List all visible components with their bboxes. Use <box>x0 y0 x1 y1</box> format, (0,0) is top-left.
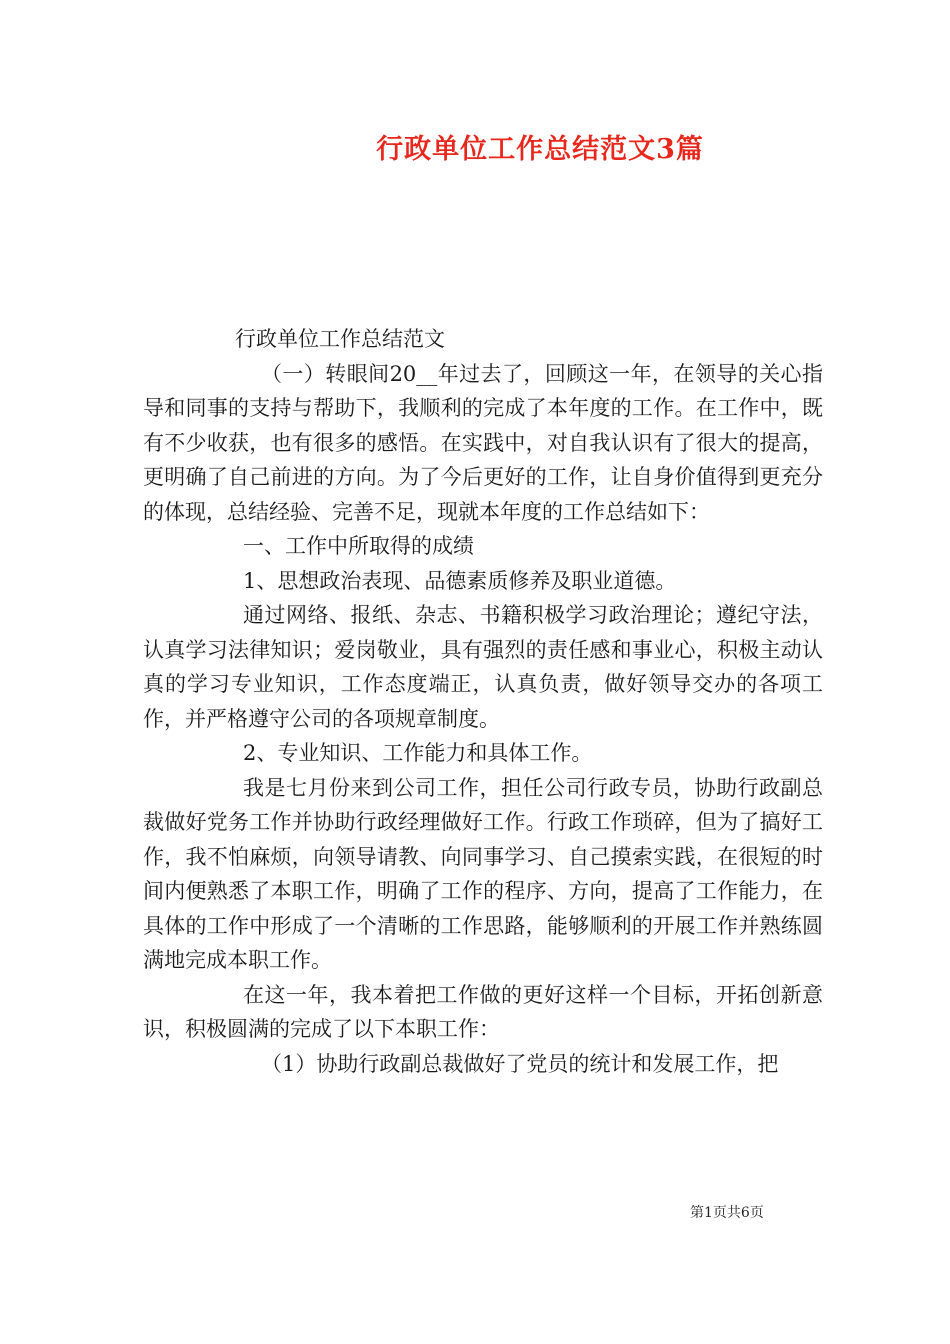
paragraph: 通过网络、报纸、杂志、书籍积极学习政治理论；遵纪守法，认真学习法律知识；爱岗敬业，具有强烈的责任感和事业心，积极主动认真的学习专业知识，工作态度端正，认真负责，做好领导交办的各项工作，并严格遵守公司的各项规章制度。 <box>143 603 823 731</box>
section-heading: 一、工作中所取得的成绩 <box>243 534 474 558</box>
paragraph: 在这一年，我本着把工作做的更好这样一个目标，开拓创新意识，积极圆满的完成了以下本职工作： <box>143 982 823 1041</box>
paragraph: 我是七月份来到公司工作，担任公司行政专员，协助行政副总裁做好党务工作并协助行政经理做好工作。行政工作琐碎，但为了搞好工作，我不怕麻烦，向领导请教、向同事学习、自己摸索实践，在很短的时间内便熟悉了本职工作，明确了工作的程序、方向，提高了工作能力，在具体的工作中形成了一个清晰的工作思路，能够顺利的开展工作并熟练圆满地完成本职工作。 <box>143 775 823 972</box>
page-number: 第1页共6页 <box>690 1205 764 1221</box>
document-subtitle: 行政单位工作总结范文 <box>235 327 445 351</box>
document-body <box>143 322 823 1081</box>
paragraph-intro: （一）转眼间20__年过去了，回顾这一年，在领导的关心指导和同事的支持与帮助下，我顺利的完成了本年度的工作。在工作中，既有不少收获，也有很多的感悟。在实践中，对自我认识有了很大的提高，更明确了自己前进的方向。为了今后更好的工作，让自身价值得到更充分的体现，总结经验、完善不足，现就本年度的工作总结如下： <box>143 361 823 524</box>
paragraph: （1）协助行政副总裁做好了党员的统计和发展工作，把 <box>261 1051 779 1076</box>
document-title: 行政单位工作总结范文3篇 <box>376 134 704 165</box>
item-heading: 1、思想政治表现、品德素质修养及职业道德。 <box>243 568 677 593</box>
item-heading: 2、专业知识、工作能力和具体工作。 <box>243 741 593 765</box>
